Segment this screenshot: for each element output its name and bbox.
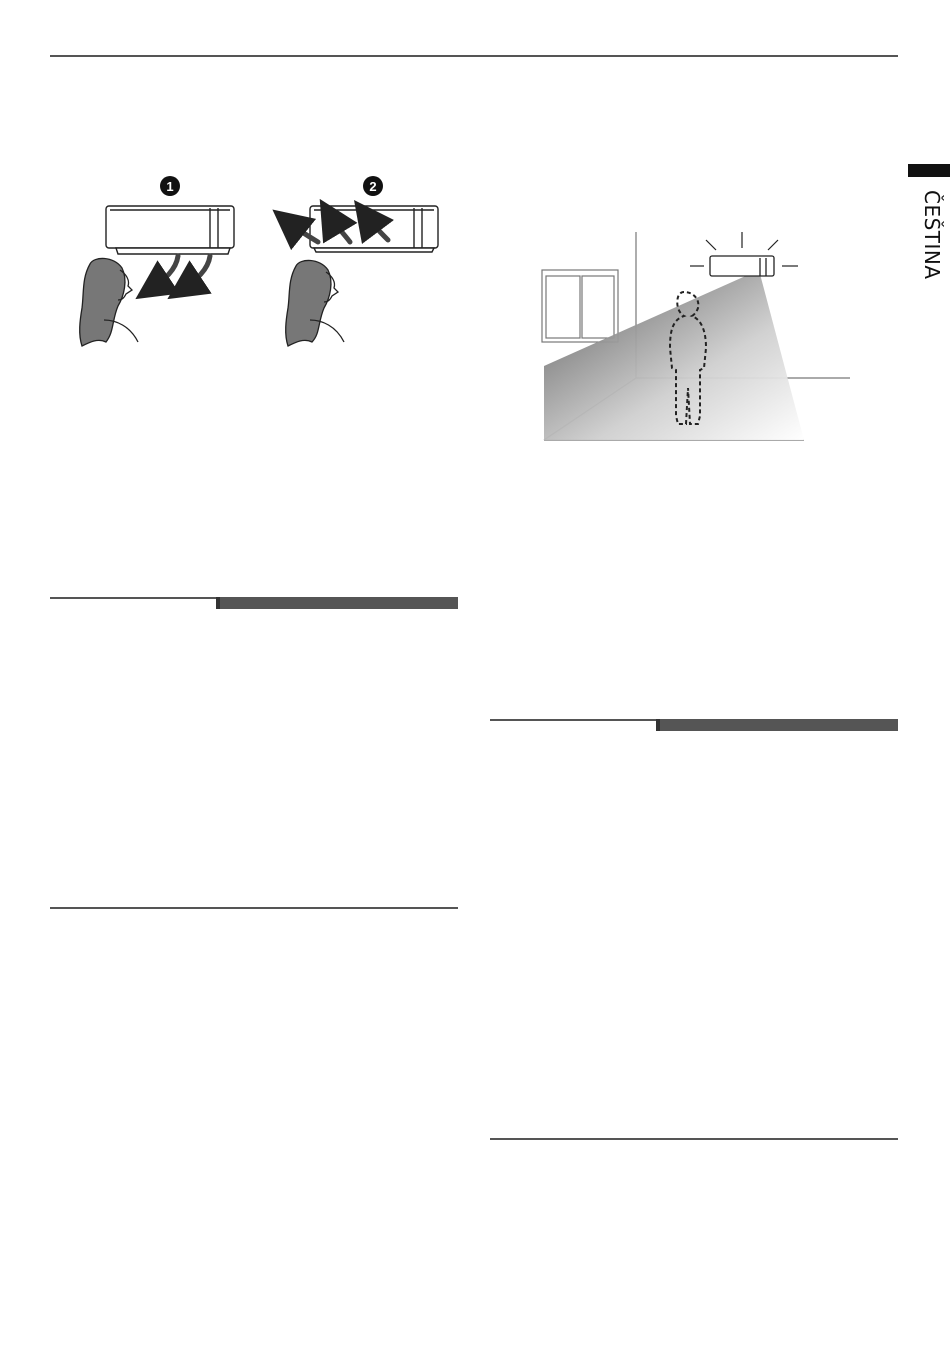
header-rule: [50, 55, 898, 57]
step-1-badge: [160, 176, 180, 196]
airflow-direction-figure: [60, 170, 460, 355]
woman-figure-1: [80, 258, 138, 346]
section-rule-right-2: [490, 1138, 898, 1140]
indoor-unit-1: [106, 206, 234, 254]
ceiling-indoor-unit: [710, 256, 774, 276]
section-divider-left-1: [50, 597, 458, 609]
section-divider-right-1: [490, 719, 898, 731]
language-tab-marker: [908, 164, 950, 177]
step-1-number: 1: [166, 179, 174, 194]
language-tab-label: ČEŠTINA: [920, 190, 944, 280]
room-airflow-figure: [538, 228, 850, 448]
section-rule-left-2: [50, 907, 458, 909]
step-2-badge: [363, 176, 383, 196]
window: [542, 270, 618, 342]
woman-figure-2: [286, 260, 344, 346]
downward-airflow-arrows: [152, 256, 210, 288]
airflow-beam: [544, 274, 804, 440]
step-2-number: 2: [369, 179, 377, 194]
